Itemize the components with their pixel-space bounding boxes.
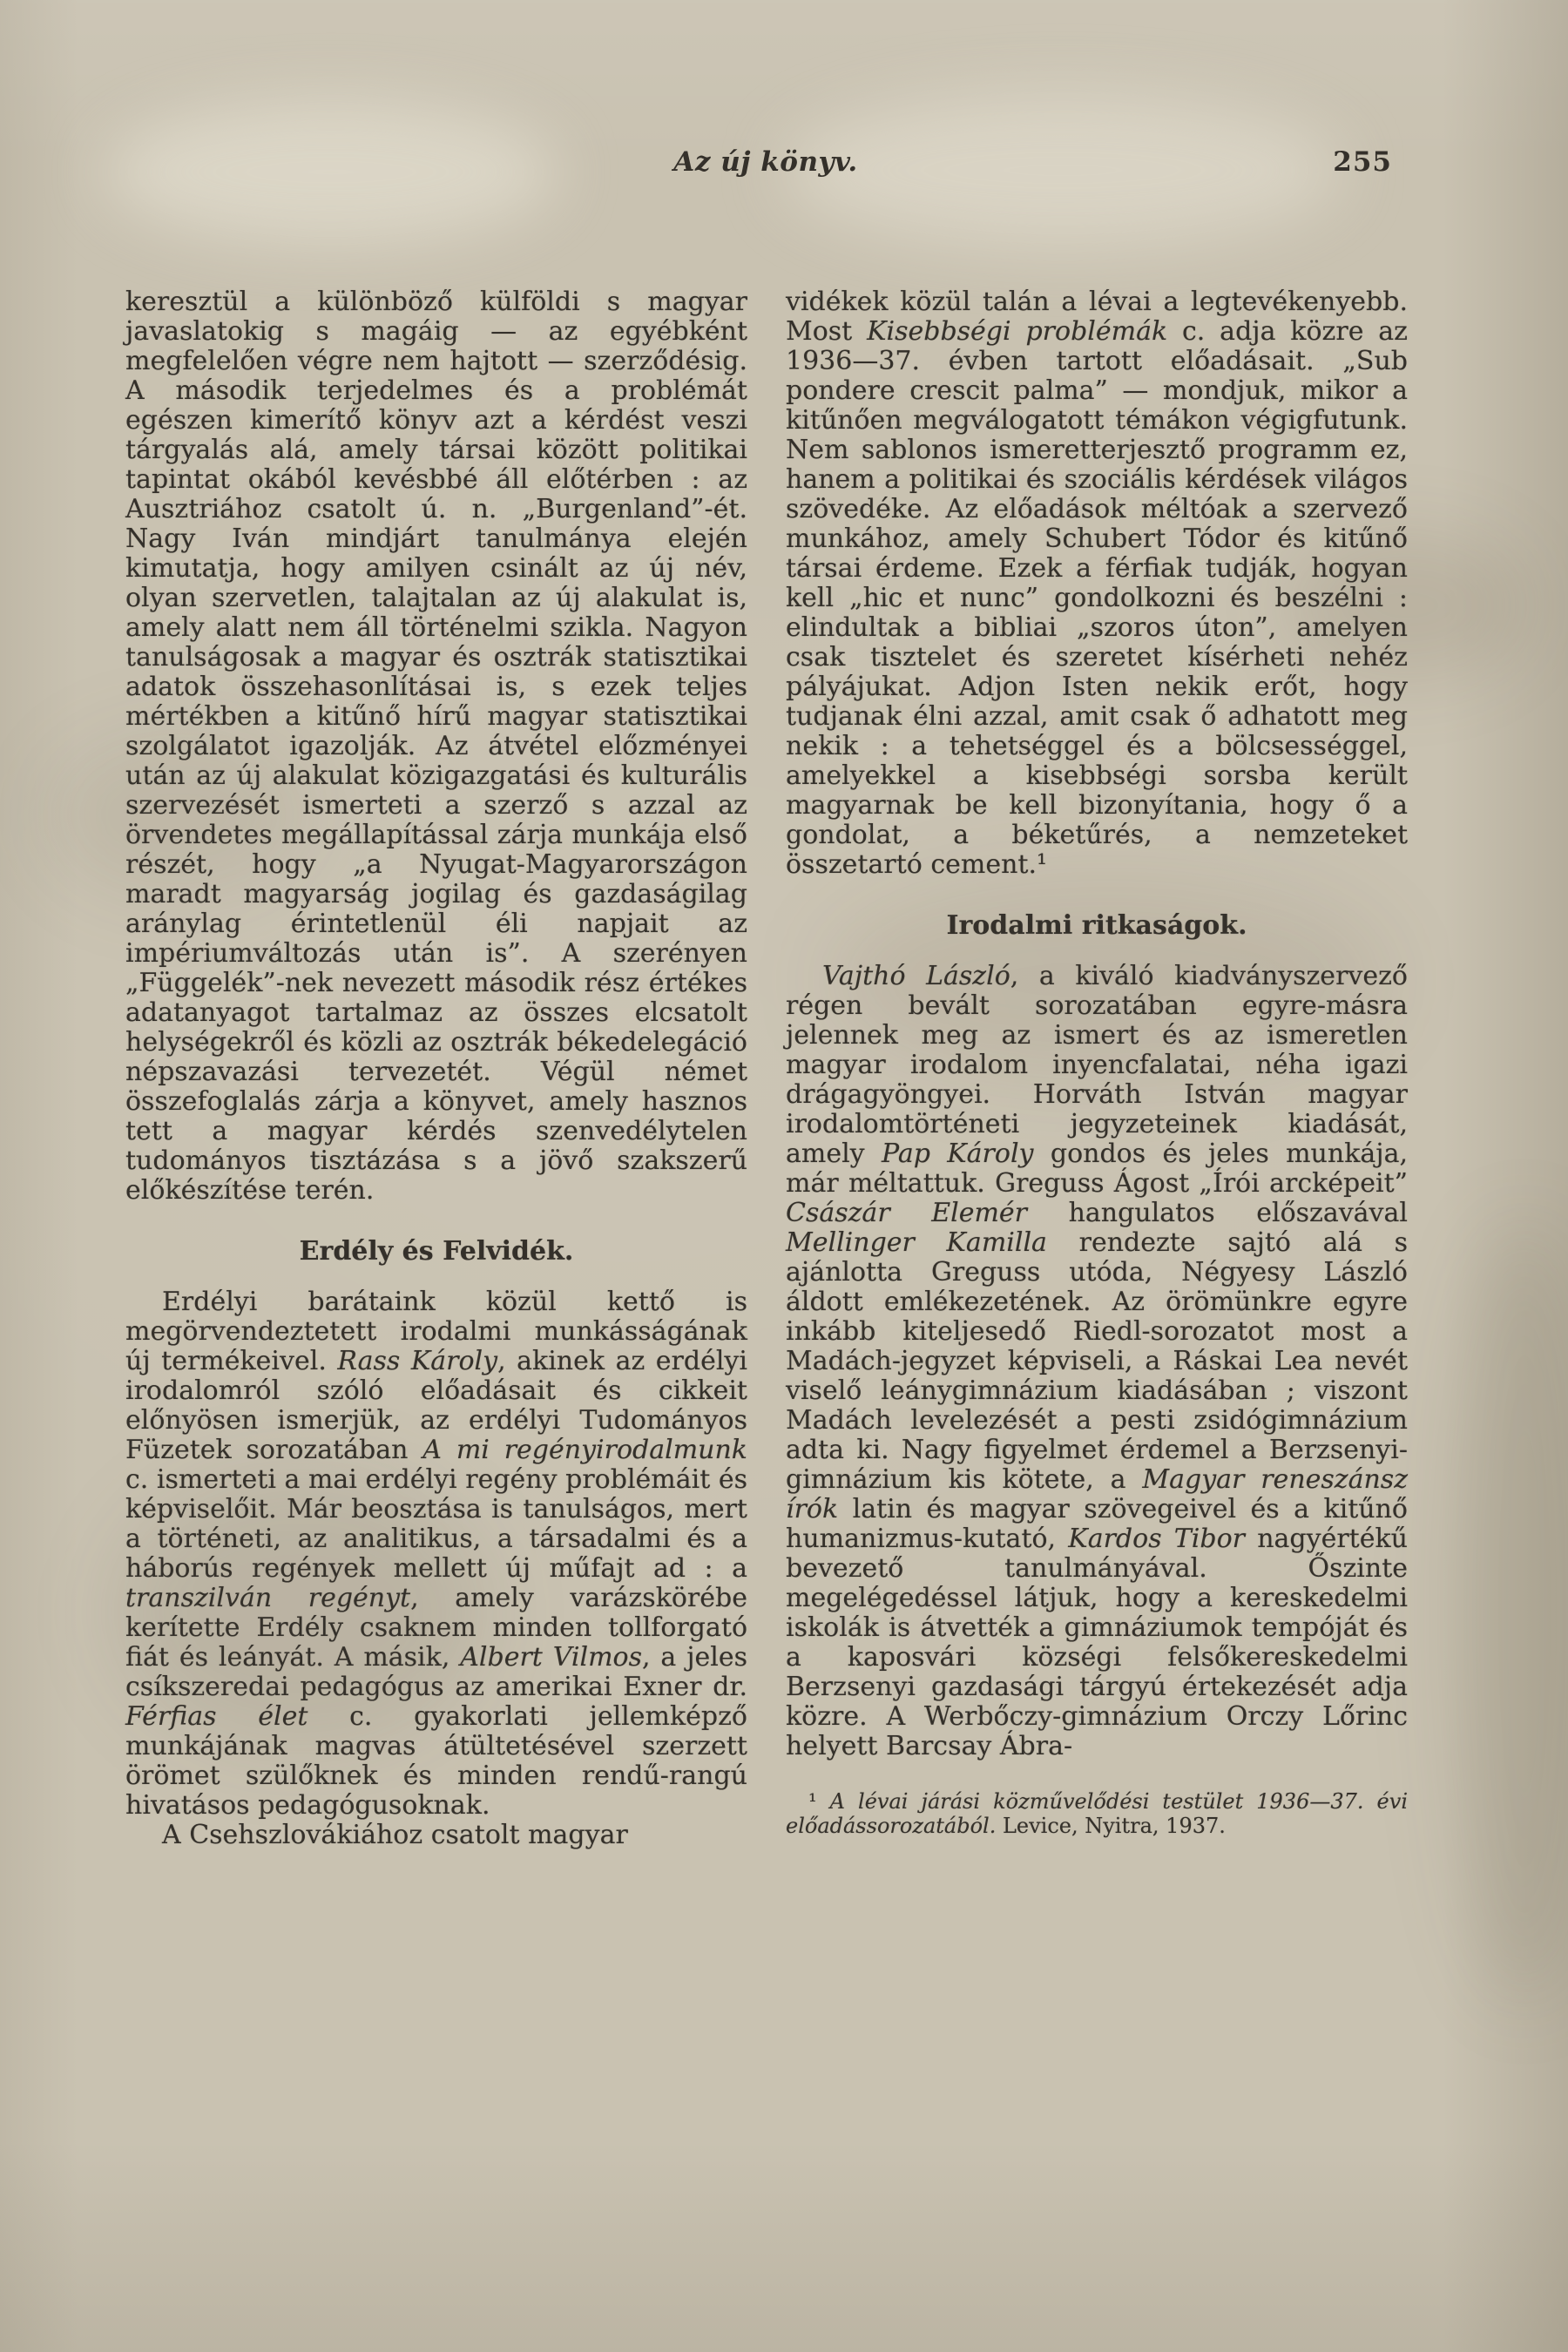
paragraph	[125, 287, 747, 1206]
text-run: keresztül a különböző külföldi s magyar javaslatokig s magáig — az egyébként megfelelően végre nem hajtott — szerződésig. A második terjedelmes és a problémát egészen kimerítő könyv azt a kérdést veszi tárgyalás alá, amely társai között politikai tapintat okából kevésbbé áll előtérben : az Ausztriához csatolt ú. n. „Burgenland”-ét. Nagy Iván mindjárt tanulmánya elején kimutatja, hogy amilyen csinált az új név, olyan szervetlen, talajtalan az új alakulat is, amely alatt nem áll történelmi szikla. Nagyon tanulságosak a magyar és osztrák statisztikai adatok összehasonlításai is, s ezek teljes mértékben a kitűnő hírű magyar statisztikai szolgálatot igazolják. Az átvétel előzményei után az új alakulat közigazgatási és kulturális szervezését ismerteti a szerző s azzal az örvendetes megállapítással zárja munkája első részét, hogy „a Nyugat-Magyarországon maradt magyarság jogilag és gazdaságilag aránylag érintetlenül éli napjait az impériumváltozás után is”. A szerényen „Függelék”-nek nevezett második rész értékes adatanyagot tartalmaz az összes elcsatolt helységekről és közli az osztrák békedelegáció népszavazási tervezetét. Végül német összefoglalás zárja a könyvet, amely hasznos tett a magyar kérdés szenvedélytelen tudományos tisztázása s a jövő szakszerű előkészítése terén.	[125, 287, 747, 1206]
section-heading: Irodalmi ritkaságok.	[946, 910, 1247, 941]
text-run: rendezte sajtó alá s ajánlotta Greguss utóda, Négyesy László áldott emlékezetének. Az örömünkre egyre inkább kiteljesedő Riedl-sorozatot most a Madách-jegyzet képviseli, a Ráskai Lea nevét viselő leánygimnázium kiadásában ; viszont Madách levelezését a pesti zsidógimnázium adta ki. Nagy figyelmet érdemel a Berzsenyi-gimnázium kis kötete, a	[786, 1227, 1408, 1495]
left-column	[125, 287, 747, 1850]
running-header	[125, 146, 1406, 186]
text-run: c. adja közre az 1936—37. évben tartott előadásait. „Sub pondere crescit palma” — mondjuk, mikor a kitűnően megválogatott témákon végigfutunk. Nem sablonos ismeretterjesztő programm ez, hanem a politikai és szociális kérdések világos szövedéke. Az előadások méltóak a szervező munkához, amely Schubert Tódor és kitűnő társai érdeme. Ezek a férfiak tudják, hogyan kell „hic et nunc” gondolkozni és beszélni : elindultak a bibliai „szoros úton”, amelyen csak tisztelet és szeretet kísérheti nehéz pályájukat. Adjon Isten nekik erőt, hogy tudjanak élni azzal, amit csak ő adhatott meg nekik : a tehetséggel és a bölcsességgel, amelyekkel a kisebbségi sorsba került magyarnak be kell bizonyítania, hogy ő a gondolat, a béketűrés, a nemzeteket összetartó cement.¹	[786, 316, 1408, 880]
text-run: ¹	[808, 1789, 830, 1814]
italic-text-run: Kardos Tibor	[1068, 1524, 1246, 1554]
italic-text-run: Vajthó László	[822, 961, 1010, 991]
italic-text-run: Magyar reneszánsz írók	[786, 1464, 1408, 1524]
paper-edge-shadow	[1446, 1220, 1568, 2004]
page-number: 255	[1333, 146, 1392, 178]
text-run: A Csehszlovákiához csatolt magyar	[162, 1820, 628, 1850]
italic-text-run: Férfias élet	[125, 1701, 308, 1732]
text-run: latin és magyar szövegeivel és a kitűnő humanizmus-kutató,	[786, 1494, 1408, 1554]
text-run: nagyértékű bevezető tanulmányával. Őszinte megelégedéssel látjuk, hogy a kereskedelmi iskolák is átvették a gimnáziumok tempóját és a kaposvári községi felsőkereskedelmi Berzsenyi gazdasági tárgyú értekezését adja közre. A Werbőczy-gimnázium Orczy Lőrinc helyett Barcsay Ábra-	[786, 1524, 1408, 1761]
text-run: hangulatos előszavával	[1027, 1198, 1408, 1228]
section-heading: Erdély és Felvidék.	[299, 1236, 574, 1267]
italic-text-run: Pap Károly	[881, 1139, 1034, 1169]
text-run: , amely varázskörébe kerítette Erdély csaknem minden tollforgató fiát és leányát. A másik,	[125, 1583, 747, 1673]
italic-text-run: A mi regényirodalmunk	[422, 1435, 747, 1465]
running-title: Az új könyv.	[673, 146, 858, 178]
text-run: Levice, Nyitra, 1937.	[996, 1814, 1226, 1838]
right-column-text	[786, 287, 1408, 1761]
text-run: c. ismerteti a mai erdélyi regény problémáit és képviselőit. Már beosztása is tanulságos, mert a történeti, az analitikus, a társadalmi és a háborús regények mellett új műfajt ad : a	[125, 1464, 747, 1584]
footnote	[786, 1789, 1408, 1838]
text-run: , a jeles csíkszeredai pedagógus az amerikai Exner dr.	[125, 1642, 748, 1702]
italic-text-run: Rass Károly	[337, 1346, 498, 1376]
italic-text-run: Mellinger Kamilla	[786, 1227, 1047, 1258]
right-column	[786, 287, 1408, 1838]
italic-text-run: Albert Vilmos	[460, 1642, 642, 1673]
italic-text-run: transzilván regényt	[125, 1583, 411, 1613]
paragraph	[786, 287, 1408, 880]
text-run: , a kiváló kiadványszervező régen bevált sorozatában egyre-másra jelennek meg az ismert és az ismeretlen magyar irodalom inyencfalatai, néha igazi drágagyöngyei. Horváth István magyar irodalomtörténeti jegyzeteinek kiadását, amely	[786, 961, 1408, 1169]
paragraph	[125, 1288, 747, 1821]
italic-text-run: Kisebbségi problémák	[867, 316, 1168, 347]
text-run: Erdélyi barátaink közül kettő is megörvendeztetett irodalmi munkásságának új termékeivel.	[125, 1287, 747, 1376]
text-run: vidékek közül talán a lévai a legtevékenyebb. Most	[786, 287, 1408, 347]
paragraph	[125, 1821, 747, 1850]
text-run: c. gyakorlati jellemképző munkájának magvas átültetésével szerzett örömet szülőknek és minden rendű-rangú hivatásos pedagógusoknak.	[125, 1701, 747, 1821]
italic-text-run: A lévai járási közművelődési testület 1936—37. évi előadássorozatából.	[786, 1789, 1408, 1838]
text-run: gondos és jeles munkája, már méltattuk. Greguss Ágost „Írói arcképeit”	[786, 1139, 1408, 1199]
text-run: , akinek az erdélyi irodalomról szóló előadásait és cikkeit előnyösen ismerjük, az erdélyi Tudományos Füzetek sorozatában	[125, 1346, 747, 1465]
paragraph	[786, 962, 1408, 1761]
italic-text-run: Császár Elemér	[786, 1198, 1028, 1228]
